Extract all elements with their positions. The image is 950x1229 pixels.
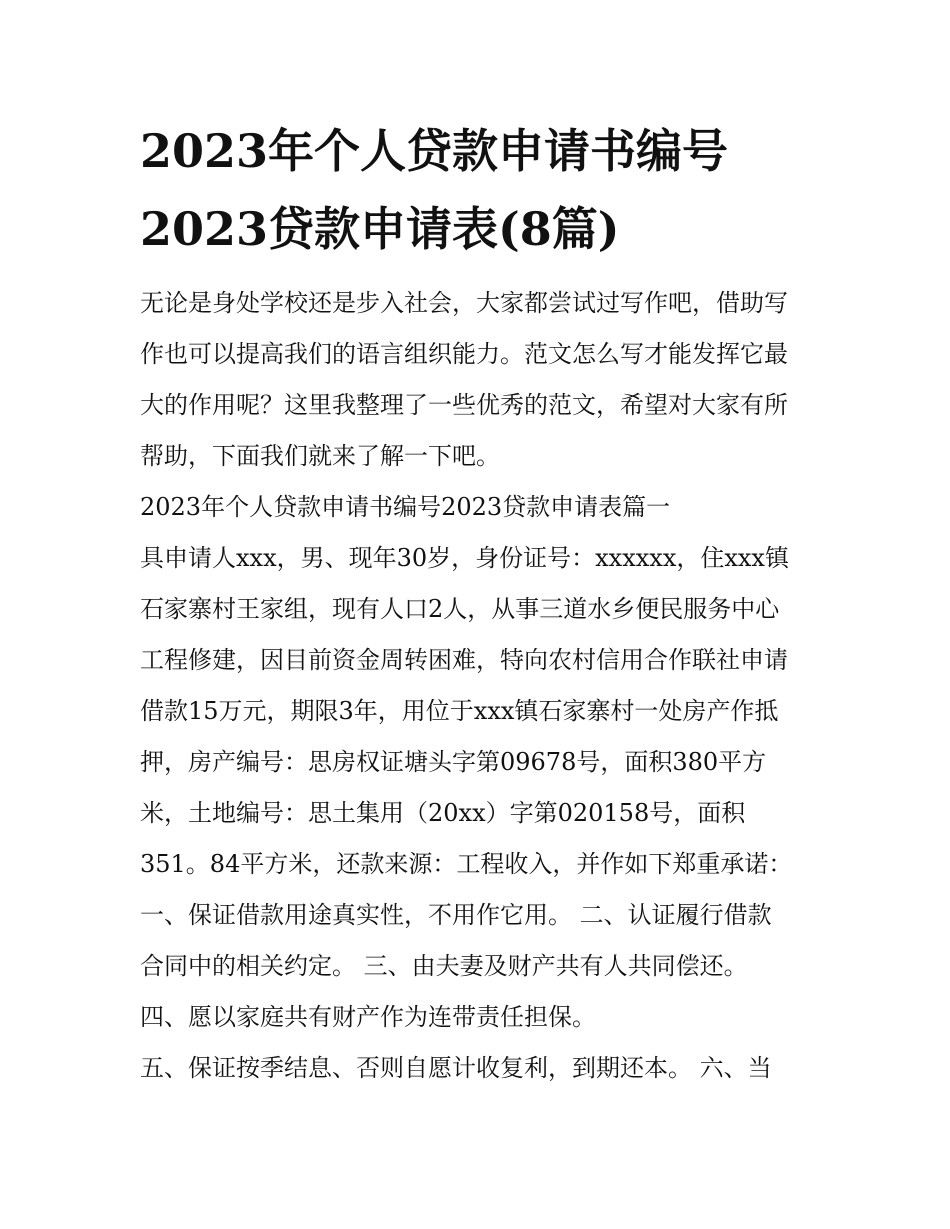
- body-line: 米，土地编号：思土集用（20xx）字第020158号，面积: [140, 799, 746, 827]
- title-line-2: 2023贷款申请表(8篇): [140, 202, 620, 256]
- body-line: 工程修建，因目前资金周转困难，特向农村信用合作联社申请: [140, 646, 788, 674]
- intro-line: 帮助，下面我们就来了解一下吧。: [140, 442, 500, 470]
- intro-line: 作也可以提高我们的语言组织能力。范文怎么写才能发挥它最: [140, 340, 788, 368]
- body-paragraph: [140, 533, 820, 1094]
- section-heading: 2023年个人贷款申请书编号2023贷款申请表篇一: [140, 493, 671, 521]
- body-line: 一、保证借款用途真实性，不用作它用。 二、认证履行借款: [140, 901, 772, 929]
- intro-line: 大的作用呢？这里我整理了一些优秀的范文，希望对大家有所: [140, 391, 788, 419]
- intro-line: 无论是身处学校还是步入社会，大家都尝试过写作吧，借助写: [140, 289, 788, 317]
- body-line: 四、愿以家庭共有财产作为连带责任担保。: [140, 1003, 596, 1031]
- title-line-1: 2023年个人贷款申请书编号: [140, 124, 729, 178]
- body-line: 具申请人xxx，男、现年30岁，身份证号：xxxxxx，住xxx镇: [140, 544, 789, 572]
- body-line: 351。84平方米，还款来源：工程收入，并作如下郑重承诺：: [140, 850, 793, 878]
- document-title: [140, 112, 820, 268]
- body-line: 借款15万元，期限3年，用位于xxx镇石家寨村一处房产作抵: [140, 697, 779, 725]
- body-line: 石家寨村王家组，现有人口2人，从事三道水乡便民服务中心: [140, 595, 780, 623]
- body-line: 押，房产编号：思房权证塘头字第09678号，面积380平方: [140, 748, 767, 776]
- intro-paragraph: [140, 278, 820, 482]
- body-line: 五、保证按季结息、否则自愿计收复利，到期还本。 六、当: [140, 1054, 772, 1082]
- body-line: 合同中的相关约定。 三、由夫妻及财产共有人共同偿还。: [140, 952, 748, 980]
- document-page: [140, 112, 820, 1094]
